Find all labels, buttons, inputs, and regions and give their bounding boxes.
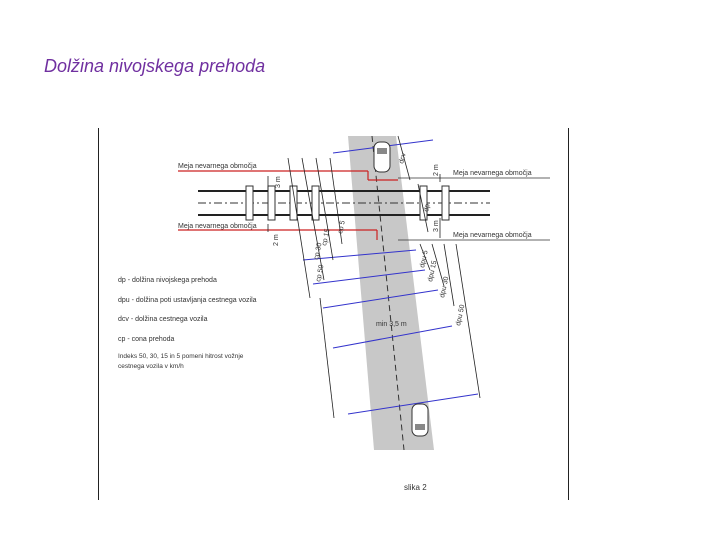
car-bottom-window (415, 424, 425, 430)
label-3m-left: 3 m (275, 176, 282, 188)
diagram-svg (98, 128, 570, 500)
label-min: min 3,5 m (376, 321, 407, 328)
legend-cp: cp - cona prehoda (118, 336, 175, 343)
sleeper (312, 186, 319, 220)
label-2m-right: 2 m (433, 164, 440, 176)
sleeper (442, 186, 449, 220)
label-dpu5: dpu 5 (419, 249, 430, 269)
dim-line-cp50 (288, 158, 310, 298)
legend-dcv: dcv - dolžina cestnega vozila (118, 316, 208, 323)
figure-caption: slika 2 (404, 483, 427, 492)
legend-dpu: dpu - dolžina poti ustavljanja cestnega vozila (118, 297, 257, 304)
label-danger-bottom-right: Meja nevarnega območja (453, 232, 532, 239)
label-danger-top-right: Meja nevarnega območja (453, 170, 532, 177)
label-dpu30: dpu 30 (439, 276, 451, 299)
dim-line-lower (320, 298, 334, 418)
car-top-window (377, 148, 387, 154)
car-bottom-body (412, 404, 428, 436)
legend (118, 277, 257, 370)
label-cp5: cp 5 (337, 220, 347, 235)
crossing-diagram (98, 128, 570, 500)
legend-note-2: cestnega vozila v km/h (118, 363, 184, 370)
label-3m-right: 3 m (433, 220, 440, 232)
slide-title: Dolžina nivojskega prehoda (44, 56, 266, 76)
car-bottom (412, 404, 428, 436)
label-cp50: cp 50 (315, 264, 326, 283)
label-dpu15: dpu 15 (427, 260, 439, 283)
legend-note-1: Indeks 50, 30, 15 in 5 pomeni hitrost vožnje (118, 353, 244, 360)
label-danger-bottom-left: Meja nevarnega območja (178, 223, 257, 230)
label-cp30: cp 30 (313, 242, 324, 261)
label-dcv: dcv (398, 152, 408, 165)
label-cp15: cp 15 (321, 228, 332, 247)
sleeper (268, 186, 275, 220)
frame-left-line (98, 128, 99, 500)
sleeper (420, 186, 427, 220)
label-danger-top-left: Meja nevarnega območja (178, 163, 257, 170)
car-top (374, 142, 390, 172)
label-dpu50: dpu 50 (455, 304, 467, 327)
car-top-body (374, 142, 390, 172)
frame-right-line (568, 128, 569, 500)
sleeper (246, 186, 253, 220)
label-dp: dp (423, 203, 432, 213)
legend-dp: dp - dolžina nivojskega prehoda (118, 277, 217, 284)
dim-line-cp30 (302, 158, 326, 283)
label-2m-left: 2 m (273, 234, 280, 246)
